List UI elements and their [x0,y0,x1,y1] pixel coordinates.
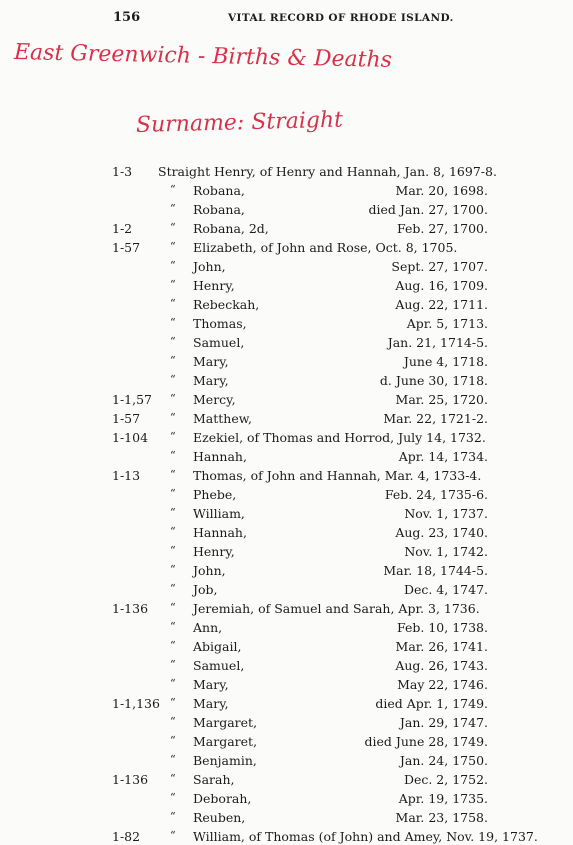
record-entry [0,484,573,503]
record-entry [0,161,573,180]
record-ref: 1-1,136 [112,696,160,711]
ditto-mark: “ [170,468,176,481]
record-name: Reuben, [193,810,246,825]
record-name: Margaret, [193,715,258,730]
record-entry [0,807,573,826]
record-name: Ezekiel, of Thomas and Horrod, July 14, 1732. [193,430,486,445]
record-ref: 1-136 [112,601,149,616]
record-date: Mar. 26, 1741. [395,639,488,654]
record-entry [0,579,573,598]
record-date: June 4, 1718. [403,354,488,369]
record-name: John, [193,259,226,274]
record-entry [0,199,573,218]
record-date: Feb. 24, 1735-6. [384,487,488,502]
ditto-mark: “ [170,582,176,595]
record-name: Jeremiah, of Samuel and Sarah, Apr. 3, 1736. [193,601,480,616]
record-entry [0,446,573,465]
ditto-mark: “ [170,335,176,348]
record-date: Dec. 2, 1752. [403,772,488,787]
record-ref: 1-82 [112,829,141,844]
record-entry [0,769,573,788]
record-name: Ann, [193,620,223,635]
record-name: Job, [193,582,218,597]
record-date: Apr. 5, 1713. [406,316,488,331]
record-date: died June 28, 1749. [364,734,488,749]
record-entry [0,370,573,389]
record-date: Dec. 4, 1747. [403,582,488,597]
record-entry [0,332,573,351]
record-entry [0,731,573,750]
record-entry [0,237,573,256]
record-entry [0,427,573,446]
record-date: Sept. 27, 1707. [391,259,488,274]
record-entry [0,541,573,560]
record-name: Straight Henry, of Henry and Hannah, Jan. 8, 1697-8. [158,164,497,179]
ditto-mark: “ [170,221,176,234]
record-name: Sarah, [193,772,235,787]
record-ref: 1-13 [112,468,141,483]
record-entry [0,218,573,237]
ditto-mark: “ [170,354,176,367]
ditto-mark: “ [170,487,176,500]
ditto-mark: “ [170,278,176,291]
record-name: Margaret, [193,734,258,749]
record-date: Aug. 26, 1743. [395,658,488,673]
record-entry [0,522,573,541]
record-date: died Apr. 1, 1749. [375,696,488,711]
record-entry [0,256,573,275]
record-ref: 1-57 [112,240,141,255]
record-entries [0,161,573,845]
record-entry [0,275,573,294]
ditto-mark: “ [170,620,176,633]
ditto-mark: “ [170,753,176,766]
record-name: Rebeckah, [193,297,260,312]
record-date: Mar. 18, 1744-5. [383,563,488,578]
ditto-mark: “ [170,696,176,709]
record-entry [0,351,573,370]
record-date: Jan. 29, 1747. [399,715,488,730]
record-entry [0,655,573,674]
record-name: Mary, [193,677,229,692]
record-name: Samuel, [193,658,245,673]
record-date: d. June 30, 1718. [379,373,488,388]
ditto-mark: “ [170,316,176,329]
record-entry [0,617,573,636]
handwritten-annotation-surname: Surname: Straight [135,107,344,138]
record-date: Aug. 23, 1740. [395,525,488,540]
record-date: Nov. 1, 1737. [404,506,488,521]
record-ref: 1-104 [112,430,149,445]
record-ref: 1-2 [112,221,133,236]
record-entry [0,294,573,313]
record-entry [0,408,573,427]
record-entry [0,503,573,522]
ditto-mark: “ [170,525,176,538]
record-entry [0,180,573,199]
record-entry [0,750,573,769]
record-date: died Jan. 27, 1700. [368,202,488,217]
record-date: Apr. 19, 1735. [398,791,488,806]
record-date: Aug. 22, 1711. [395,297,488,312]
record-name: Henry, [193,544,235,559]
ditto-mark: “ [170,411,176,424]
record-name: Abigail, [193,639,242,654]
ditto-mark: “ [170,772,176,785]
ditto-mark: “ [170,202,176,215]
ditto-mark: “ [170,715,176,728]
record-date: Jan. 21, 1714-5. [387,335,488,350]
record-name: Mary, [193,373,229,388]
record-date: May 22, 1746. [397,677,488,692]
ditto-mark: “ [170,544,176,557]
record-name: Thomas, of John and Hannah, Mar. 4, 1733-4. [193,468,482,483]
record-date: Mar. 25, 1720. [395,392,488,407]
record-date: Feb. 10, 1738. [397,620,488,635]
ditto-mark: “ [170,734,176,747]
record-name: Matthew, [193,411,252,426]
record-entry [0,693,573,712]
record-name: Deborah, [193,791,252,806]
record-name: Mary, [193,354,229,369]
record-name: Hannah, [193,525,247,540]
record-name: Mercy, [193,392,236,407]
record-name: Robana, [193,183,245,198]
record-date: Nov. 1, 1742. [404,544,488,559]
record-entry [0,636,573,655]
record-name: Robana, [193,202,245,217]
record-name: Thomas, [193,316,247,331]
ditto-mark: “ [170,810,176,823]
record-name: William, of Thomas (of John) and Amey, Nov. 19, 1737. [193,829,538,844]
record-entry [0,788,573,807]
ditto-mark: “ [170,297,176,310]
record-name: Robana, 2d, [193,221,269,236]
record-entry [0,313,573,332]
running-title: VITAL RECORD OF RHODE ISLAND. [228,12,454,24]
record-name: Henry, [193,278,235,293]
record-entry [0,389,573,408]
record-entry [0,598,573,617]
ditto-mark: “ [170,183,176,196]
record-ref: 1-3 [112,164,133,179]
ditto-mark: “ [170,658,176,671]
ditto-mark: “ [170,240,176,253]
record-entry [0,712,573,731]
record-ref: 1-136 [112,772,149,787]
record-name: Samuel, [193,335,245,350]
record-entry [0,560,573,579]
record-name: Hannah, [193,449,247,464]
ditto-mark: “ [170,449,176,462]
ditto-mark: “ [170,677,176,690]
page-number: 156 [113,10,141,25]
record-name: Elizabeth, of John and Rose, Oct. 8, 1705. [193,240,458,255]
record-ref: 1-57 [112,411,141,426]
record-name: John, [193,563,226,578]
record-date: Apr. 14, 1734. [398,449,488,464]
ditto-mark: “ [170,392,176,405]
record-entry [0,674,573,693]
page-header [0,10,573,32]
ditto-mark: “ [170,563,176,576]
record-date: Jan. 24, 1750. [399,753,488,768]
ditto-mark: “ [170,430,176,443]
record-date: Mar. 20, 1698. [395,183,488,198]
ditto-mark: “ [170,373,176,386]
record-entry [0,826,573,845]
handwritten-annotation-town: East Greenwich - Births & Deaths [13,40,393,73]
ditto-mark: “ [170,259,176,272]
record-entry [0,465,573,484]
record-date: Aug. 16, 1709. [395,278,488,293]
ditto-mark: “ [170,829,176,842]
record-name: Phebe, [193,487,237,502]
ditto-mark: “ [170,506,176,519]
record-name: William, [193,506,245,521]
record-date: Mar. 22, 1721-2. [383,411,488,426]
ditto-mark: “ [170,601,176,614]
record-date: Feb. 27, 1700. [397,221,488,236]
record-ref: 1-1,57 [112,392,153,407]
record-date: Mar. 23, 1758. [395,810,488,825]
ditto-mark: “ [170,639,176,652]
record-name: Benjamin, [193,753,257,768]
record-name: Mary, [193,696,229,711]
ditto-mark: “ [170,791,176,804]
